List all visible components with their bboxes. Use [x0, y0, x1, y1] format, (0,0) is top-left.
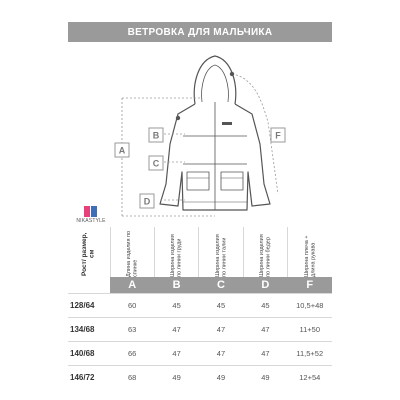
size-cell: 134/68 [68, 317, 110, 341]
column-header-c: Ширина изделия по линии талии [199, 227, 243, 277]
letter-d: D [243, 277, 287, 293]
value-cell: 47 [154, 341, 198, 365]
value-cell: 47 [199, 317, 243, 341]
hood-outline [194, 56, 235, 104]
value-cell: 12+54 [288, 365, 332, 389]
value-cell: 11+50 [288, 317, 332, 341]
letter-b: B [154, 277, 198, 293]
marker-d-label: D [143, 196, 151, 207]
value-cell: 47 [243, 317, 287, 341]
marker-c-label: C [152, 158, 160, 169]
letter-f: F [288, 277, 332, 293]
letter-row [68, 277, 332, 293]
size-cell: 140/68 [68, 341, 110, 365]
value-cell: 45 [243, 293, 287, 317]
value-cell: 49 [243, 365, 287, 389]
value-cell: 63 [110, 317, 154, 341]
table-row [68, 341, 332, 365]
brand-mark-icon [84, 206, 98, 217]
brand-name: NIKASTYLE [76, 218, 106, 224]
value-cell: 49 [154, 365, 198, 389]
value-cell: 49 [199, 365, 243, 389]
value-cell: 47 [199, 341, 243, 365]
table-row [68, 365, 332, 389]
value-cell: 68 [110, 365, 154, 389]
column-header-b: Ширина изделия по линии груди [154, 227, 198, 277]
column-header-d: Ширина изделия по линии бедер [243, 227, 287, 277]
value-cell: 47 [243, 341, 287, 365]
letter-a: A [110, 277, 154, 293]
value-cell: 66 [110, 341, 154, 365]
value-cell: 10,5+48 [288, 293, 332, 317]
value-cell: 60 [110, 293, 154, 317]
size-table [68, 227, 332, 389]
value-cell: 47 [154, 317, 198, 341]
marker-a-label: A [118, 145, 126, 156]
marker-f-label: F [275, 130, 281, 141]
table-row [68, 293, 332, 317]
letter-c: C [199, 277, 243, 293]
column-header-a: Длина изделия по спинке [110, 227, 154, 277]
column-header-size: Рост/ размер, см [68, 227, 110, 277]
value-cell: 11,5+52 [288, 341, 332, 365]
column-header-f: Ширина плеча + длина рукава [288, 227, 332, 277]
table-header-row [68, 227, 332, 277]
brand-logo [76, 206, 106, 224]
page-title: ВЕТРОВКА ДЛЯ МАЛЬЧИКА [68, 22, 332, 42]
jacket-diagram [0, 44, 400, 224]
size-cell: 128/64 [68, 293, 110, 317]
size-cell: 146/72 [68, 365, 110, 389]
table-row [68, 317, 332, 341]
value-cell: 45 [154, 293, 198, 317]
value-cell: 45 [199, 293, 243, 317]
marker-b-label: B [152, 130, 160, 141]
